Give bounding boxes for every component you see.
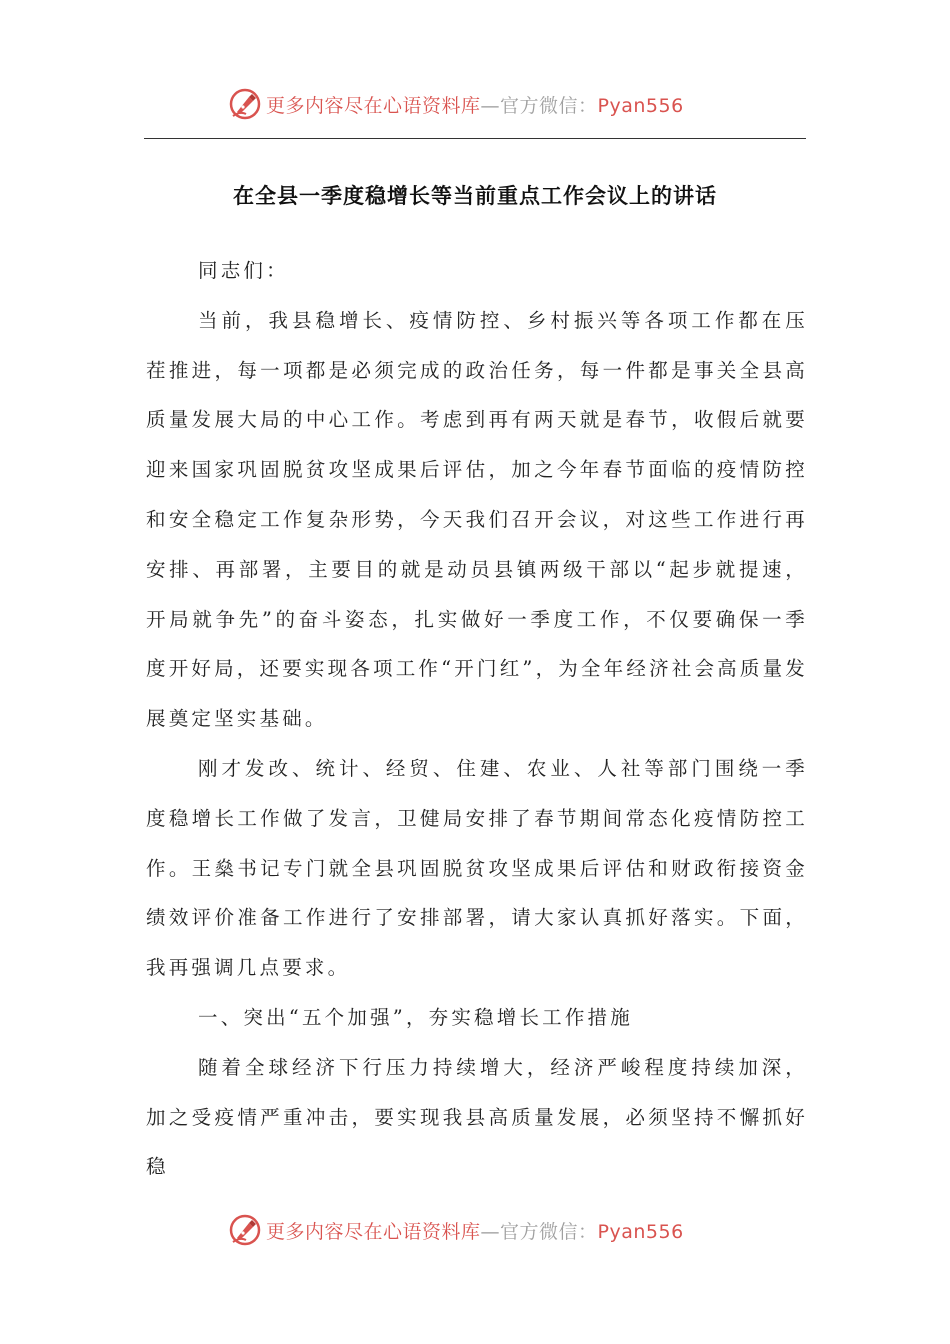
banner-dash: — <box>480 94 501 117</box>
header-banner <box>228 84 748 124</box>
salutation: 同志们： <box>198 259 289 282</box>
banner-wechat-id: Pyan556 <box>597 1220 684 1243</box>
banner-main-text: 更多内容尽在心语资料库 <box>266 1220 481 1243</box>
banner-wechat-id: Pyan556 <box>597 94 684 117</box>
document-body <box>146 246 808 1192</box>
paragraph: 随着全球经济下行压力持续增大，经济严峻程度持续加深，加之受疫情严重冲击，要实现我县高质量发展，必须坚持不懈抓好稳 <box>146 1055 808 1179</box>
section-heading: 一、突出“五个加强”，夯实稳增长工作措施 <box>198 1005 633 1029</box>
pen-nib-logo-icon <box>228 1213 262 1247</box>
paragraph: 刚才发改、统计、经贸、住建、农业、人社等部门围绕一季度稳增长工作做了发言，卫健局安排了春节期间常态化疫情防控工作。王燊书记专门就全县巩固脱贫攻坚成果后评估和财政衔接资金绩效评价准备工作进行了安排部署，请大家认真抓好落实。下面，我再强调几点要求。 <box>146 756 808 980</box>
document-title: 在全县一季度稳增长等当前重点工作会议上的讲话 <box>233 184 717 208</box>
pen-nib-logo-icon <box>228 87 262 121</box>
banner-label: 官方微信： <box>500 1220 598 1243</box>
banner-main-text: 更多内容尽在心语资料库 <box>266 94 481 117</box>
footer-banner <box>228 1210 748 1250</box>
paragraph: 当前，我县稳增长、疫情防控、乡村振兴等各项工作都在压茬推进，每一项都是必须完成的政治任务，每一件都是事关全县高质量发展大局的中心工作。考虑到再有两天就是春节，收假后就要迎来国家巩固脱贫攻坚成果后评估，加之今年春节面临的疫情防控和安全稳定工作复杂形势，今天我们召开会议，对这些工作进行再安排、再部署，主要目的就是动员县镇两级干部以“起步就提速，开局就争先”的奋斗姿态，扎实做好一季度工作，不仅要确保一季度开好局，还要实现各项工作“开门红”，为全年经济社会高质量发展奠定坚实基础。 <box>146 308 808 731</box>
banner-dash: — <box>480 1220 501 1243</box>
banner-label: 官方微信： <box>500 94 598 117</box>
header-divider <box>144 138 806 139</box>
